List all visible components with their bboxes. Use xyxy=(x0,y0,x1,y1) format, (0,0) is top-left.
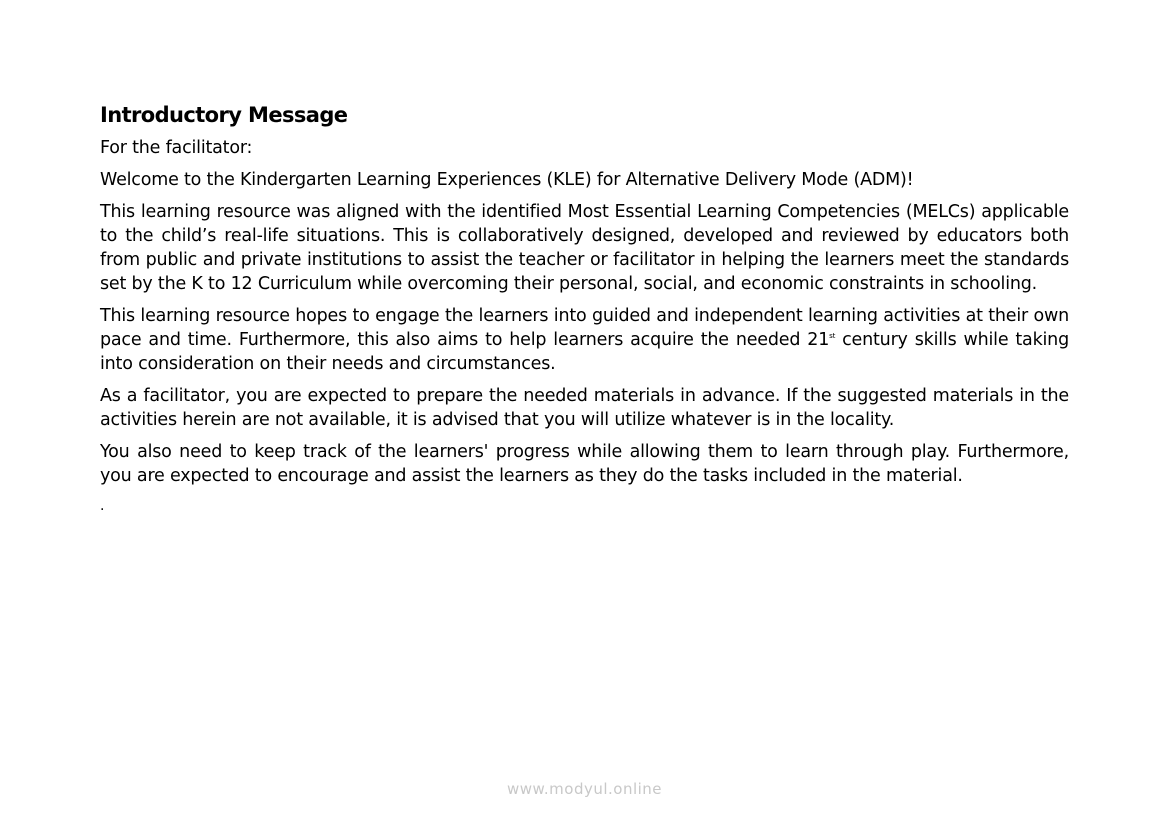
addressee-line: For the facilitator: xyxy=(100,138,253,158)
welcome-line: Welcome to the Kindergarten Learning Experiences (KLE) for Alternative Delivery Mode (ADM)! xyxy=(100,170,914,190)
paragraph-progress: You also need to keep track of the learners' progress while allowing them to learn through play. Furthermore, you are expected to encourage and assist the learners as they do the tasks included in the material. xyxy=(100,442,1069,486)
document-page xyxy=(100,100,1069,516)
ordinal-superscript: st xyxy=(829,332,836,341)
trailing-period: . xyxy=(100,498,105,514)
paragraph-engagement xyxy=(100,304,1069,376)
paragraph-learning-resource: This learning resource was aligned with the identified Most Essential Learning Competencies (MELCs) applicable to the child’s real-life situations. This is collaboratively designed, developed and reviewed by educators both from public and private institutions to assist the teacher or facilitator in helping the learners meet the standards set by the K to 12 Curriculum while overcoming their personal, social, and economic constraints in schooling. xyxy=(100,202,1069,294)
paragraph-engagement-text-end: century skills while taking into consideration on their needs and circumstances. xyxy=(100,330,1069,374)
watermark-text: www.modyul.online xyxy=(506,780,663,798)
paragraph-materials: As a facilitator, you are expected to prepare the needed materials in advance. If the suggested materials in the activities herein are not available, it is advised that you will utilize whatever is in the locality. xyxy=(100,386,1069,430)
paragraph-engagement-text: This learning resource hopes to engage the learners into guided and independent learning activities at their own pace and time. Furthermore, this also aims to help learners acquire the needed 21 xyxy=(100,306,1069,350)
page-title: Introductory Message xyxy=(100,103,348,127)
